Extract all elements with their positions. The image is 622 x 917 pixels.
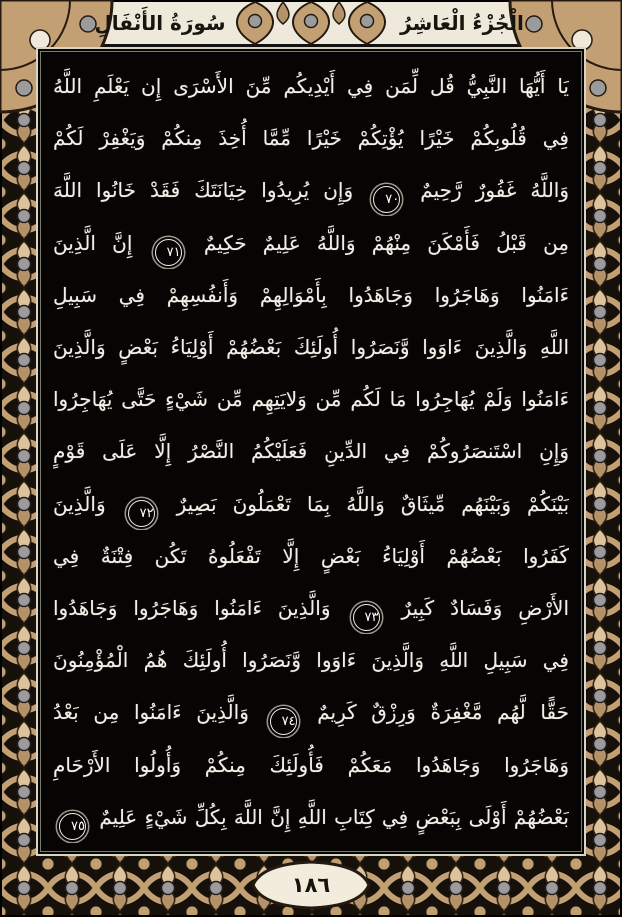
quran-line [53, 373, 569, 425]
ayah-text: وَهَاجَرُوا وَجَاهَدُوا مَعَكُمْ فَأُولَئِكَ مِنكُمْ وَأُولُوا الأَرْحَامِ [53, 752, 569, 777]
quran-line [53, 582, 569, 634]
quran-line [53, 791, 569, 843]
verse-number-medallion: ٧١ [155, 239, 182, 266]
ayah-text: إِنَّ الَّذِينَ [53, 230, 133, 255]
quran-line [53, 269, 569, 321]
quran-line [53, 217, 569, 269]
ayah-text: ءَامَنُوا وَهَاجَرُوا وَجَاهَدُوا بِأَمْوَالِهِمْ وَأَنفُسِهِمْ فِي سَبِيلِ [53, 282, 569, 307]
ayah-text: حَقًّا لَّهُم مَّغْفِرَةٌ وَرِزْقٌ كَرِيمٌ [317, 700, 569, 725]
quran-line [53, 60, 569, 112]
quran-line [53, 634, 569, 686]
ayah-text: بَعْضُهُمْ أَوْلَى بِبَعْضٍ فِي كِتَابِ اللَّهِ إِنَّ اللَّهَ بِكُلِّ شَيْءٍ عَلِيمٌ [99, 804, 569, 829]
verse-number-medallion: ٧٣ [353, 604, 380, 631]
ayah-text: وَاللَّهُ غَفُورٌ رَّحِيمٌ [420, 178, 569, 203]
page-number: ١٨٦ [291, 873, 331, 897]
ayah-text: وَالَّذِينَ ءَامَنُوا مِن بَعْدُ [53, 700, 249, 725]
quran-line [53, 478, 569, 530]
header-band [0, 2, 622, 44]
surah-title: سُورَةُ الأَنْفَالِ [94, 11, 226, 35]
quran-text-field [36, 47, 586, 856]
ayah-text: الأَرْضِ وَفَسَادٌ كَبِيرٌ [401, 596, 569, 621]
ayah-text: بَيْنَكُمْ وَبَيْنَهُم مِّيثَاقٌ وَاللَّهُ بِمَا تَعْمَلُونَ بَصِيرٌ [176, 491, 569, 516]
quran-line [53, 686, 569, 738]
ayah-text: وَالَّذِينَ [53, 491, 106, 516]
quran-line [53, 739, 569, 791]
verse-number-medallion: ٧٢ [128, 500, 155, 527]
ayah-text: فِي سَبِيلِ اللَّهِ وَالَّذِينَ ءَاوَوا وَّنَصَرُوا أُولَئِكَ هُمُ الْمُؤْمِنُونَ [53, 648, 569, 673]
ayah-text: وَإِنِ اسْتَنصَرُوكُمْ فِي الدِّينِ فَعَلَيْكُمُ النَّصْرُ إِلَّا عَلَى قَوْمٍ [53, 439, 569, 464]
verse-number-medallion: ٧٠ [373, 186, 400, 213]
ayah-text: اللَّهِ وَالَّذِينَ ءَاوَوا وَّنَصَرُوا أُولَئِكَ بَعْضُهُمْ أَوْلِيَاءُ بَعْضٍ وَالَّذِينَ [53, 335, 569, 360]
quran-line [53, 321, 569, 373]
ayah-text: فِي قُلُوبِكُمْ خَيْرًا يُؤْتِكُمْ خَيْرًا مِّمَّا أُخِذَ مِنكُمْ وَيَغْفِرْ لَكُمْ [53, 126, 569, 151]
quran-line [53, 425, 569, 477]
ayah-text: ءَامَنُوا وَلَمْ يُهَاجِرُوا مَا لَكُم مِّن وَلايَتِهِم مِّن شَيْءٍ حَتَّى يُهَاجِرُوا [53, 387, 569, 412]
ayah-text: كَفَرُوا بَعْضُهُمْ أَوْلِيَاءُ بَعْضٍ إِلَّا تَفْعَلُوهُ تَكُن فِتْنَةٌ فِي [53, 543, 569, 568]
verse-number-medallion: ٧٤ [270, 708, 297, 735]
quran-line [53, 530, 569, 582]
ayah-text: وَالَّذِينَ ءَامَنُوا وَهَاجَرُوا وَجَاهَدُوا [53, 596, 331, 621]
ayah-text: وَإِن يُرِيدُوا خِيَانَتَكَ فَقَدْ خَانُوا اللَّهَ [53, 178, 354, 203]
quran-lines [53, 60, 569, 843]
juz-title: الْجُزْءُ الْعَاشِرُ [400, 11, 524, 35]
ayah-text: يَا أَيُّهَا النَّبِيُّ قُل لِّمَن فِي أَيْدِيكُم مِّنَ الأَسْرَى إِن يَعْلَمِ اللَّهُ [53, 74, 569, 98]
quran-line [53, 164, 569, 216]
ayah-text: مِن قَبْلُ فَأَمْكَنَ مِنْهُمْ وَاللَّهُ عَلِيمٌ حَكِيمٌ [203, 230, 569, 255]
verse-number-medallion: ٧٥ [59, 813, 86, 840]
quran-line [53, 112, 569, 164]
